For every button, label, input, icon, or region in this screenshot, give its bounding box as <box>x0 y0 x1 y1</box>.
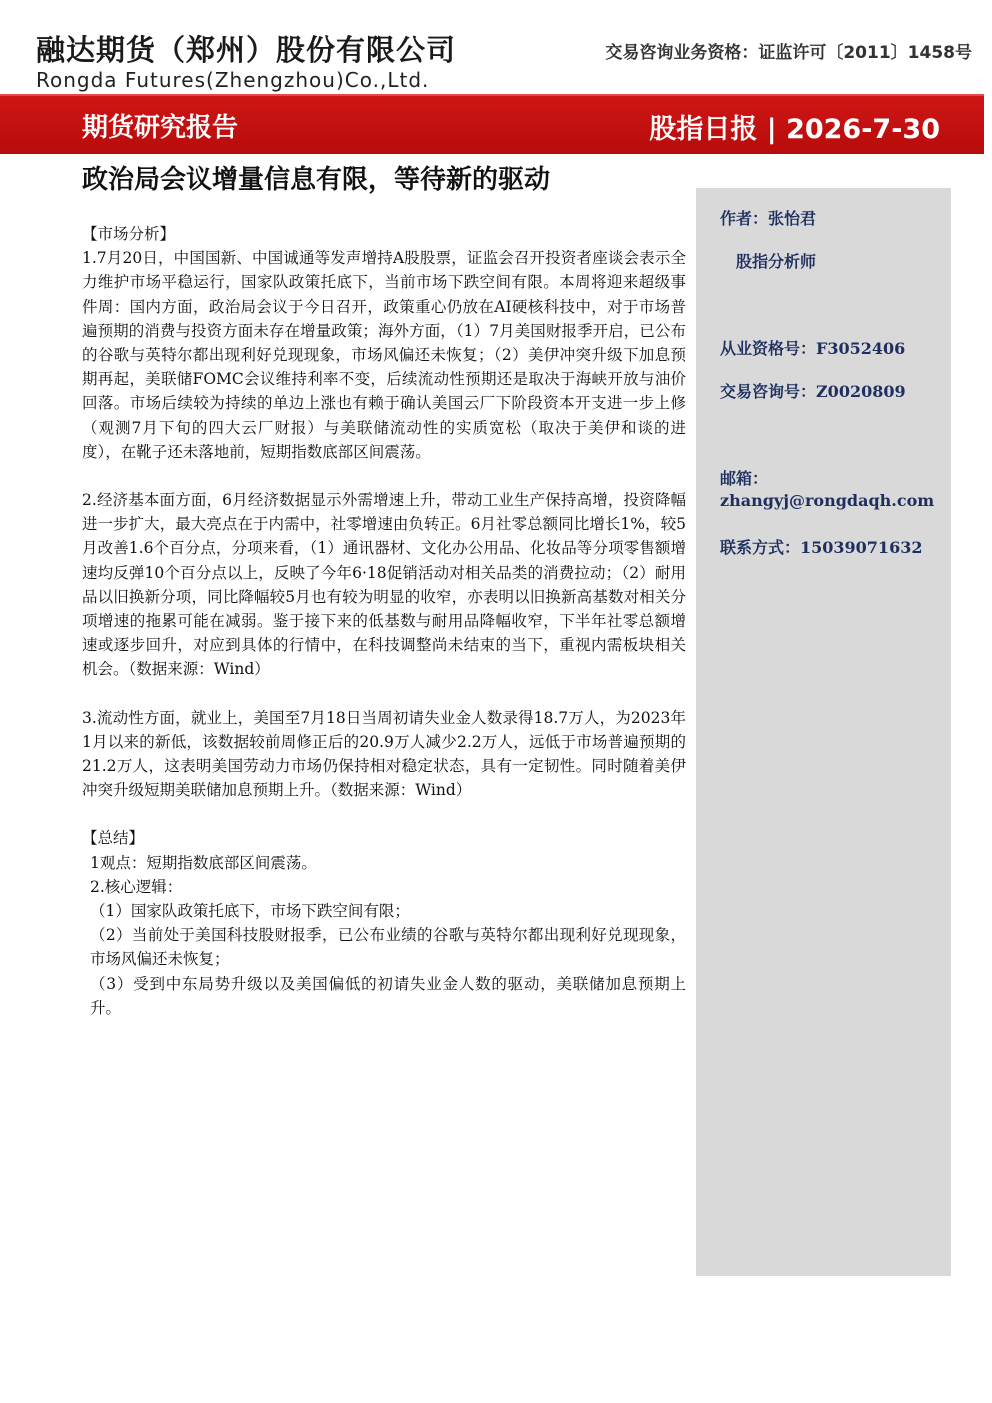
report-date: 股指日报 | 2026-7-30 <box>649 114 940 145</box>
summary-point-2: （2）当前处于美国科技股财报季，已公布业绩的谷歌与英特尔都出现利好兑现现象，市场风偏还未恢复； <box>90 926 686 969</box>
summary-point-3: （3）受到中东局势升级以及美国偏低的初请失业金人数的驱动，美联储加息预期上升。 <box>90 974 686 1017</box>
author-role: 股指分析师 <box>736 252 817 271</box>
author-name: 作者：张怡君 <box>720 209 817 228</box>
summary-logic-heading: 2.核心逻辑： <box>90 877 183 896</box>
paragraph-market: 1.7月20日，中国国新、中国诚通等发声增持A股股票，证监会召开投资者座谈会表示全力维护市场平稳运行，国家队政策托底下，当前市场下跌空间有限。本周将迎来超级事件周：国内方面，政治局会议于今日召开，政策重心仍放在AI硬核科技中，对于市场普遍预期的消费与投资方面未存在增量政策；海外方面，（1）7月美国财报季开启，已公布的谷歌与英特尔都出现利好兑现现象，市场风偏还未恢复；（2）美伊冲突升级下加息预期再起，美联储FOMC会议维持利率不变，后续流动性预期还是取决于海峡开放与油价回落。市场后续较为持续的单边上涨也有赖于确认美国云厂下阶段资本开支进一步上修（观测7月下旬的四大云厂财报）与美联储流动性的实质宽松（取决于美伊和谈的进度），在靴子还未落地前，短期指数底部区间震荡。 <box>82 249 686 461</box>
company-name-en: Rongda Futures(Zhengzhou)Co.,Ltd. <box>36 68 430 92</box>
report-banner <box>0 94 984 154</box>
summary-point-1: （1）国家队政策托底下，市场下跌空间有限； <box>90 902 410 921</box>
consult-number: 交易咨询号：Z0020809 <box>720 382 906 401</box>
paragraph-liquidity: 3.流动性方面，就业上，美国至7月18日当周初请失业金人数录得18.7万人，为2023年1月以来的新低，该数据较前周修正后的20.9万人减少2.2万人，远低于市场普遍预期的21.2万人，这表明美国劳动力市场仍保持相对稳定状态，具有一定韧性。同时随着美伊冲突升级短期美联储加息预期上升。（数据来源：Wind） <box>82 708 686 800</box>
market-analysis-heading: 【市场分析】 <box>82 225 176 243</box>
summary-heading: 【总结】 <box>82 829 145 848</box>
report-body <box>82 222 686 1020</box>
report-type: 期货研究报告 <box>82 113 239 143</box>
author-sidebar <box>696 188 951 1276</box>
email-link[interactable]: zhangyj@rongdaqh.com <box>720 491 935 510</box>
contact-phone: 联系方式：15039071632 <box>720 538 923 557</box>
license-info: 交易咨询业务资格：证监许可〔2011〕1458号 <box>605 43 972 63</box>
paragraph-economy: 2.经济基本面方面，6月经济数据显示外需增速上升，带动工业生产保持高增，投资降幅进一步扩大，最大亮点在于内需中，社零增速由负转正。6月社零总额同比增长1%，较5月改善1.6个百分点，分项来看，（1）通讯器材、文化办公用品、化妆品等分项零售额增速均反弹10个百分点以上，反映了今年6·18促销活动对相关品类的消费拉动；（2）耐用品以旧换新分项，同比降幅较5月也有较为明显的收窄，亦表明以旧换新高基数对相关分项增速的拖累可能在减弱。鉴于接下来的低基数与耐用品降幅收窄，下半年社零总额增速或逐步回升，对应到具体的行情中，在科技调整尚未结束的当下，重视内需板块相关机会。（数据来源：Wind） <box>82 491 686 679</box>
company-name-cn: 融达期货（郑州）股份有限公司 <box>36 33 457 67</box>
report-title: 政治局会议增量信息有限，等待新的驱动 <box>82 165 551 195</box>
email-label: 邮箱： <box>720 469 769 488</box>
qualification-number: 从业资格号：F3052406 <box>720 339 906 358</box>
summary-view: 1观点：短期指数底部区间震荡。 <box>90 853 317 872</box>
